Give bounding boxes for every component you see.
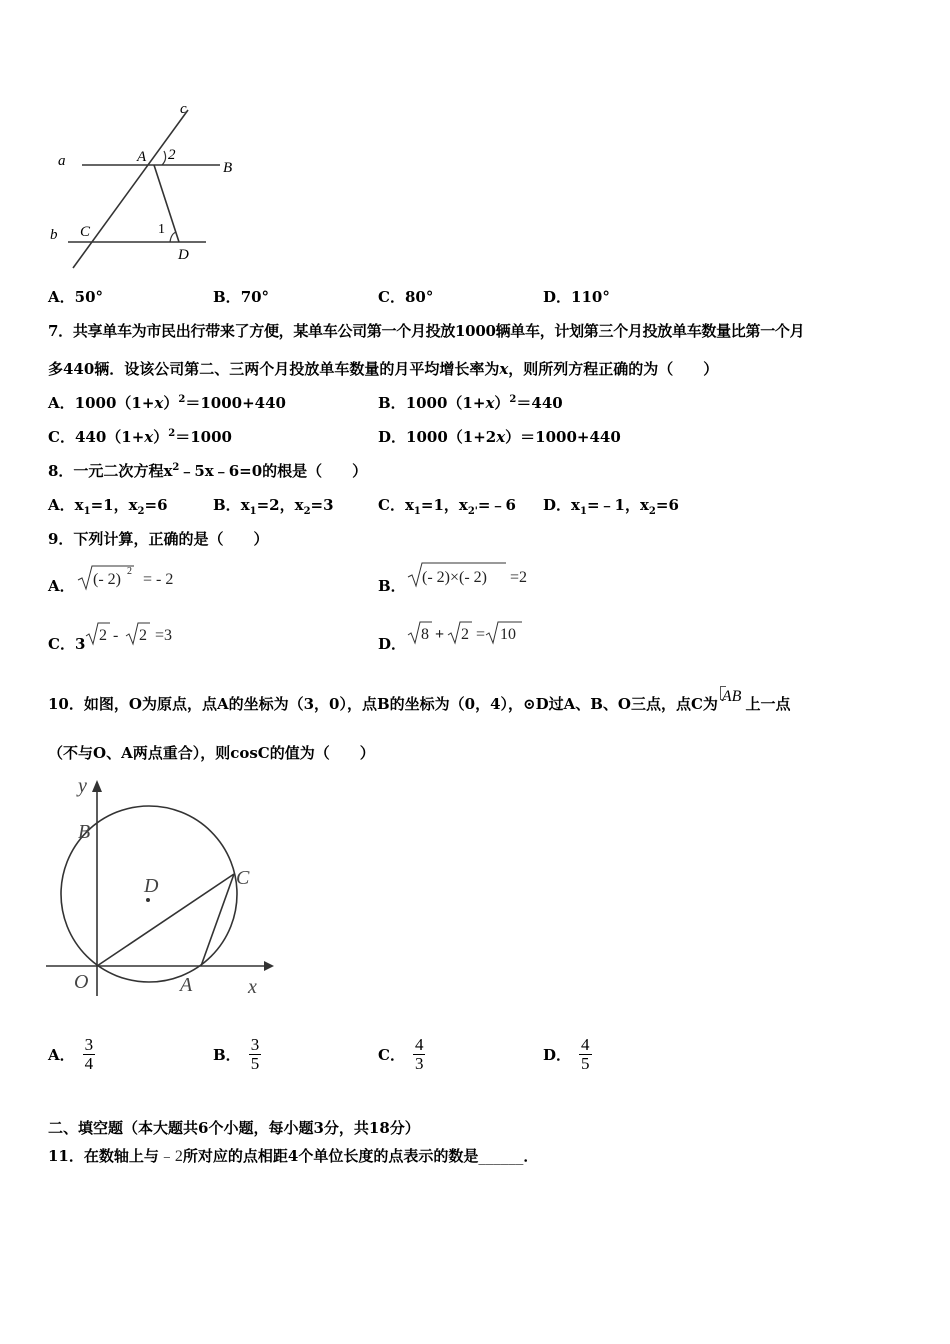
q8-option-c-v1: =1， — [420, 496, 459, 514]
q8-option-d-v1: =﹣1， — [586, 496, 640, 514]
q9-option-c-expression — [84, 620, 204, 652]
q9-option-c[interactable] — [48, 633, 85, 654]
q9c-r1: 2 — [99, 627, 107, 644]
label-D: D — [178, 247, 189, 263]
q11-number: ﹣2 — [158, 1148, 183, 1165]
q9d-r3: 10 — [500, 626, 516, 643]
q8-option-d-x1: x — [571, 496, 580, 514]
q6-option-b-text: 70° — [240, 288, 270, 306]
q7-option-b-exp: 2 — [509, 394, 517, 405]
q7-stem-line1: 7．共享单车为市民出行带来了方便，某单车公司第一个月投放1000辆单车，计划第三个月投放单车数量比第一个月 — [48, 322, 805, 340]
q10-option-b-den: 5 — [250, 1054, 260, 1073]
y-axis-arrow — [92, 780, 102, 792]
q8-option-a-sub1: 1 — [83, 506, 91, 517]
q7-option-d-var: x — [496, 428, 506, 446]
q8-option-c-x2: x — [458, 496, 468, 514]
q8-option-d-x2: x — [639, 496, 649, 514]
q7-option-b-post: ） — [494, 394, 510, 412]
q6-option-c-text: 80° — [404, 288, 434, 306]
q8-stem — [48, 460, 367, 481]
q10-stem-line1 — [48, 688, 791, 714]
q9a-radicand: (- 2) — [93, 571, 121, 588]
q7-option-c-post: ） — [153, 428, 169, 446]
q8-option-a-x2: x — [128, 496, 138, 514]
q8-option-a-v2: =6 — [144, 496, 168, 514]
q9d-r1: 8 — [421, 626, 429, 643]
q9-option-d-expression — [406, 619, 546, 651]
line-c — [73, 110, 188, 268]
circle-coordinate-figure — [40, 770, 285, 1000]
q10-stem-line1b: 上一点 — [745, 695, 791, 713]
q10-option-a[interactable] — [48, 1036, 95, 1073]
q8-stem-pre: 8．一元二次方程x — [48, 462, 173, 480]
q9d-r2: 2 — [461, 626, 469, 643]
q6-option-b-letter: B． — [213, 288, 241, 306]
q8-option-b-letter: B． — [213, 496, 241, 514]
label-angle-2: 2 — [168, 147, 176, 163]
q9-stem: 9．下列计算，正确的是（ ） — [48, 530, 269, 548]
q7-option-c-pre: 440（1+ — [74, 428, 145, 446]
q9-option-a-expression — [76, 562, 196, 594]
q10-option-a-letter: A． — [48, 1046, 75, 1064]
q8-option-b-v1: =2， — [256, 496, 295, 514]
q8-stem-post: ﹣5x﹣6=0的根是（ ） — [179, 462, 368, 480]
parallel-lines-figure — [40, 95, 260, 280]
q10-option-b[interactable] — [213, 1036, 261, 1073]
q10-option-a-num: 3 — [84, 1035, 94, 1054]
section-title: 二、填空题（本大题共6个小题，每小题3分，共18分） — [48, 1119, 420, 1137]
q9-option-b[interactable] — [378, 575, 406, 596]
q7-option-c[interactable] — [48, 426, 232, 447]
q8-option-c-letter: C． — [378, 496, 405, 514]
q10-option-d-den: 5 — [581, 1054, 590, 1073]
angle-1-arc — [170, 232, 176, 242]
q6-option-a-text: 50° — [74, 288, 104, 306]
q8-option-d-v2: =6 — [655, 496, 679, 514]
q8-option-b-sub1: 1 — [249, 506, 257, 517]
label-B: B — [223, 160, 233, 176]
q7-option-a-tail: ＝1000+440 — [185, 394, 286, 412]
q7-option-b[interactable] — [378, 392, 563, 413]
q10-option-a-den: 4 — [84, 1054, 94, 1073]
label-c: c — [180, 101, 187, 117]
q6-option-a-letter: A． — [48, 288, 75, 306]
q8-option-c[interactable] — [378, 494, 516, 517]
segment-AC — [201, 874, 234, 966]
x-axis-arrow — [264, 961, 274, 971]
q10-option-d-letter: D． — [543, 1046, 572, 1064]
q8-option-a-sub2: 2 — [137, 506, 145, 517]
q10-option-d-fraction — [579, 1036, 592, 1073]
q6-option-d-text: 110° — [571, 288, 610, 306]
q7-stem-line2a: 多440辆．设该公司第二、三两个月投放单车数量的月平均增长率为 — [48, 360, 500, 378]
label-A: A — [137, 149, 147, 165]
q8-option-a[interactable] — [48, 494, 168, 517]
q7-option-a-letter: A． — [48, 394, 75, 412]
q10-option-d-num: 4 — [581, 1035, 590, 1054]
q8-option-a-letter: A． — [48, 496, 75, 514]
q7-option-c-letter: C． — [48, 428, 75, 446]
q10-option-b-num: 3 — [250, 1035, 260, 1054]
q9-option-a[interactable] — [48, 575, 75, 596]
q9c-r2: 2 — [139, 627, 147, 644]
q10-option-d[interactable] — [543, 1036, 592, 1073]
q9-option-b-letter: B． — [378, 577, 406, 595]
label-C: C — [80, 224, 91, 240]
q6-option-b[interactable] — [213, 286, 269, 307]
q7-option-d-letter: D． — [378, 428, 407, 446]
q7-option-d-post: ）＝1000+440 — [505, 428, 621, 446]
label-C: C — [236, 867, 250, 889]
q8-option-a-v1: =1， — [90, 496, 129, 514]
q8-option-b-x1: x — [240, 496, 250, 514]
label-D: D — [144, 875, 159, 897]
q9d-eq: = — [476, 626, 486, 643]
q6-option-d[interactable] — [543, 286, 610, 307]
q10-option-c-num: 4 — [414, 1035, 424, 1054]
q8-stem-exp: 2 — [172, 462, 180, 473]
q9c-mid: - — [113, 627, 119, 644]
segment-OC — [97, 874, 234, 966]
q10-arc-label: AB — [721, 688, 742, 705]
q8-option-c-v2: =﹣6 — [477, 496, 516, 514]
q7-option-b-var: x — [485, 394, 495, 412]
q7-stem-line2b: ，则所列方程正确的为（ ） — [508, 360, 719, 378]
q9c-rhs: =3 — [155, 627, 173, 644]
q8-option-c-x1: x — [404, 496, 414, 514]
q6-option-c[interactable] — [378, 286, 433, 307]
q10-option-c[interactable] — [378, 1036, 425, 1073]
label-b: b — [50, 227, 58, 243]
q9-option-c-letter: C． — [48, 635, 75, 653]
arc-mark — [720, 686, 726, 700]
q11-answer-blank[interactable]: ______ — [478, 1147, 524, 1165]
q9b-rhs: =2 — [510, 569, 528, 586]
q8-option-d[interactable] — [543, 494, 679, 517]
q7-option-d[interactable] — [378, 426, 621, 447]
q7-var-x: x — [499, 360, 509, 378]
q9b-radicand: (- 2)×(- 2) — [422, 569, 487, 586]
q8-option-b-v2: =3 — [310, 496, 334, 514]
q7-option-c-exp: 2 — [168, 428, 176, 439]
q7-option-b-letter: B． — [378, 394, 406, 412]
q6-option-c-letter: C． — [378, 288, 405, 306]
q9-option-b-expression — [406, 560, 546, 592]
q9-option-d-letter: D． — [378, 635, 407, 653]
q6-option-a[interactable] — [48, 286, 103, 307]
q6-option-d-letter: D． — [543, 288, 572, 306]
q7-option-d-pre: 1000（1+2 — [406, 428, 497, 446]
label-y: y — [78, 775, 87, 797]
q9-option-c-coef: 3 — [74, 635, 86, 653]
q7-option-a-pre: 1000（1+ — [74, 394, 155, 412]
q10-stem-line2: （不与O、A两点重合），则cosC的值为（ ） — [48, 744, 375, 762]
q11-end: ． — [523, 1147, 539, 1165]
q7-option-a-post: ） — [163, 394, 179, 412]
q8-option-b-x2: x — [294, 496, 304, 514]
label-B: B — [78, 821, 91, 843]
q10-option-b-letter: B． — [213, 1046, 241, 1064]
q11-post: 所对应的点相距4个单位长度的点表示的数是 — [182, 1147, 479, 1165]
q7-option-b-tail: ＝440 — [516, 394, 563, 412]
q9-option-d[interactable] — [378, 633, 406, 654]
q10-option-a-fraction — [83, 1036, 96, 1073]
q7-option-c-tail: ＝1000 — [175, 428, 232, 446]
q8-option-c-sub2: 2' — [467, 506, 478, 517]
q10-option-b-fraction — [249, 1036, 262, 1073]
q10-option-c-den: 3 — [414, 1054, 424, 1073]
label-angle-1: 1 — [158, 222, 165, 237]
q7-stem-line2 — [48, 358, 718, 379]
q9d-mid: + — [435, 626, 445, 643]
q8-option-c-sub1: 1 — [413, 506, 421, 517]
q9a-exponent: 2 — [127, 566, 132, 577]
q9a-rhs: = - 2 — [143, 571, 174, 588]
label-a: a — [58, 153, 66, 169]
label-x: x — [248, 976, 257, 998]
q9-option-a-letter: A． — [48, 577, 75, 595]
center-point-D — [146, 898, 150, 902]
q11-stem — [48, 1143, 538, 1166]
label-A: A — [180, 974, 193, 996]
q7-option-b-pre: 1000（1+ — [405, 394, 486, 412]
angle-2-arc — [162, 151, 166, 165]
q7-option-c-var: x — [144, 428, 154, 446]
q10-stem-line1a: 10．如图，O为原点，点A的坐标为（3，0），点B的坐标为（0，4），⊙D过A、B、O三点，点C为 — [48, 695, 718, 713]
q11-pre: 11．在数轴上与 — [48, 1147, 159, 1165]
q7-option-a-exp: 2 — [178, 394, 186, 405]
q8-option-b[interactable] — [213, 494, 334, 517]
q7-option-a-var: x — [154, 394, 164, 412]
q8-option-d-letter: D． — [543, 496, 572, 514]
label-O: O — [74, 971, 89, 993]
q8-option-a-x1: x — [74, 496, 84, 514]
q8-option-b-sub2: 2 — [303, 506, 311, 517]
q7-option-a[interactable] — [48, 392, 286, 413]
q8-option-d-sub2: 2 — [648, 506, 656, 517]
q10-option-c-fraction — [413, 1036, 426, 1073]
q10-option-c-letter: C． — [378, 1046, 405, 1064]
q8-option-d-sub1: 1 — [579, 506, 587, 517]
q10-arc-notation — [718, 688, 746, 706]
